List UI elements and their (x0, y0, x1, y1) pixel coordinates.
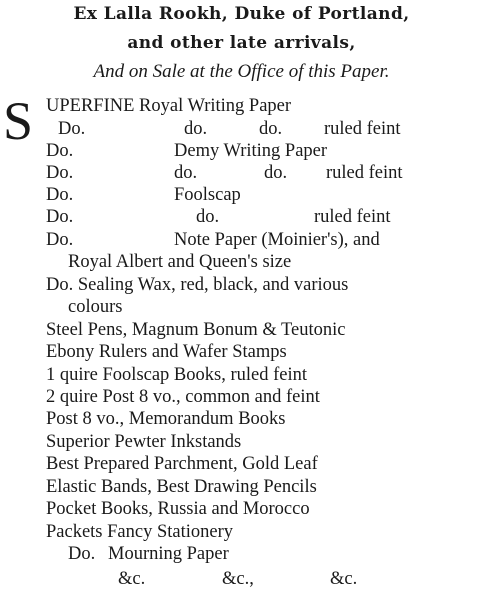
item-line-2-d: ruled feint (324, 119, 401, 139)
item-line-5-a: Do. (46, 185, 74, 205)
item-line-4-d: ruled feint (326, 163, 403, 183)
item-line-2-b: do. (184, 119, 208, 139)
item-line-10: colours (68, 297, 123, 317)
item-line-4-a: Do. (46, 163, 74, 183)
item-line-2-c: do. (259, 119, 283, 139)
item-line-8: Royal Albert and Queen's size (68, 252, 292, 272)
item-line-19: Pocket Books, Russia and Morocco (46, 499, 310, 519)
item-line-12: Ebony Rulers and Wafer Stamps (46, 342, 287, 362)
item-line-21-b: Mourning Paper (108, 544, 229, 564)
drop-cap: S (3, 91, 34, 151)
header-line-1: Ex Lalla Rookh, Duke of Portland, (73, 4, 410, 24)
header-line-3: And on Sale at the Office of this Paper. (93, 61, 390, 82)
item-line-4-b: do. (174, 163, 198, 183)
item-line-6-b: do. (196, 207, 220, 227)
etc-3: &c. (330, 569, 358, 589)
item-line-4-c: do. (264, 163, 288, 183)
item-line-7-b: Note Paper (Moinier's), and (174, 230, 380, 250)
item-line-3-b: Demy Writing Paper (174, 141, 328, 161)
item-line-20: Packets Fancy Stationery (46, 522, 234, 542)
item-line-1: UPERFINE Royal Writing Paper (46, 96, 292, 116)
item-line-21-a: Do. (68, 544, 96, 564)
item-line-5-b: Foolscap (174, 185, 241, 205)
item-line-6-c: ruled feint (314, 207, 391, 227)
item-line-7-a: Do. (46, 230, 74, 250)
item-line-2-a: Do. (58, 119, 86, 139)
item-line-9: Do. Sealing Wax, red, black, and various (46, 275, 349, 295)
item-line-6-a: Do. (46, 207, 74, 227)
item-line-13: 1 quire Foolscap Books, ruled feint (46, 365, 308, 385)
etc-1: &c. (118, 569, 146, 589)
item-line-16: Superior Pewter Inkstands (46, 432, 242, 452)
item-line-14: 2 quire Post 8 vo., common and feint (46, 387, 320, 407)
item-line-3-a: Do. (46, 141, 74, 161)
item-line-15: Post 8 vo., Memorandum Books (46, 409, 286, 429)
header-line-2: and other late arrivals, (127, 33, 356, 53)
item-line-11: Steel Pens, Magnum Bonum & Teutonic (46, 320, 346, 340)
item-line-17: Best Prepared Parchment, Gold Leaf (46, 454, 318, 474)
item-line-18: Elastic Bands, Best Drawing Pencils (46, 477, 317, 497)
etc-2: &c., (222, 569, 254, 589)
